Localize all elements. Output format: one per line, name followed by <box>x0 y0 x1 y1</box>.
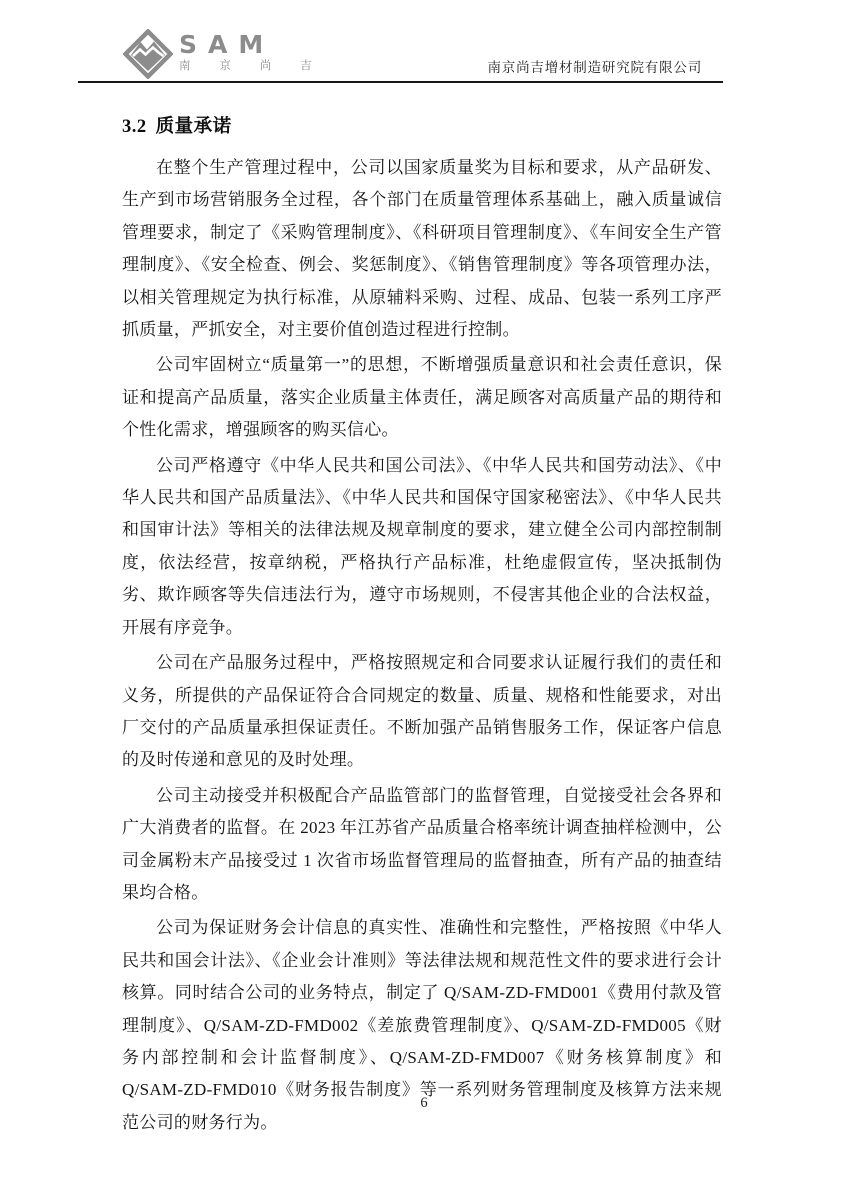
page-number: 6 <box>420 1095 428 1111</box>
section-title-text: 质量承诺 <box>155 117 232 137</box>
paragraph: 公司严格遵守《中华人民共和国公司法》、《中华人民共和国劳动法》、《中华人民共和国产品质量法》、《中华人民共和国保守国家秘密法》、《中华人民共和国审计法》等相关的法律法规及规章制度的要求，建立健全公司内部控制制度，依法经营，按章纳税，严格执行产品标准，杜绝虚假宣传，坚决抵制伪劣、欺诈顾客等失信违法行为，遵守市场规则，不侵害其他企业的合法权益，开展有序竞争。 <box>122 455 722 637</box>
section-number: 3.2 <box>122 117 147 137</box>
sam-diamond-mountain-icon <box>123 29 173 79</box>
page-header <box>78 0 723 83</box>
company-logo <box>123 29 325 79</box>
logo-text-block <box>179 29 325 74</box>
paragraph: 公司在产品服务过程中，严格按照规定和合同要求认证履行我们的责任和义务，所提供的产品保证符合合同规定的数量、质量、规格和性能要求，对出厂交付的产品质量承担保证责任。不断加强产品销售服务工作，保证客户信息的及时传递和意见的及时处理。 <box>122 653 722 770</box>
paragraph: 公司牢固树立“质量第一”的思想，不断增强质量意识和社会责任意识，保证和提高产品质量，落实企业质量主体责任，满足顾客对高质量产品的期待和个性化需求，增强顾客的购买信心。 <box>122 355 722 440</box>
header-company-name: 南京尚吉增材制造研究院有限公司 <box>487 60 702 75</box>
logo-sam-wordmark: SAM <box>179 30 275 59</box>
section-title <box>122 116 722 138</box>
document-body <box>122 116 722 1142</box>
paragraph: 在整个生产管理过程中，公司以国家质量奖为目标和要求，从产品研发、生产到市场营销服务全过程，各个部门在质量管理体系基础上，融入质量诚信管理要求，制定了《采购管理制度》、《科研项目管理制度》、《车间安全生产管理制度》、《安全检查、例会、奖惩制度》、《销售管理制度》等各项管理办法，以相关管理规定为执行标准，从原辅料采购、过程、成品、包装一系列工序严抓质量，严抓安全，对主要价值创造过程进行控制。 <box>122 158 722 340</box>
paragraph: 公司为保证财务会计信息的真实性、准确性和完整性，严格按照《中华人民共和国会计法》、《企业会计准则》等法律法规和规范性文件的要求进行会计核算。同时结合公司的业务特点，制定了 Q/SAM-ZD-FMD001《费用付款及管理制度》、Q/SAM-ZD-FMD002《差旅费管理制度》、Q/SAM-ZD-FMD005《财务内部控制和会计监督制度》、Q/SAM-ZD-FMD007《财务核算制度》和 Q/SAM-ZD-FMD010《财务报告制度》等一系列财务管理制度及核算方法来规范公司的财务行为。 <box>122 918 722 1132</box>
logo-chinese-subtext: 南 京 尚 吉 <box>179 60 325 72</box>
paragraph: 公司主动接受并积极配合产品监管部门的监督管理，自觉接受社会各界和广大消费者的监督。在 2023 年江苏省产品质量合格率统计调查抽样检测中，公司金属粉末产品接受过 1 次省市场监督管理局的监督抽查，所有产品的抽查结果均合格。 <box>122 785 722 902</box>
page-footer <box>0 1095 848 1112</box>
